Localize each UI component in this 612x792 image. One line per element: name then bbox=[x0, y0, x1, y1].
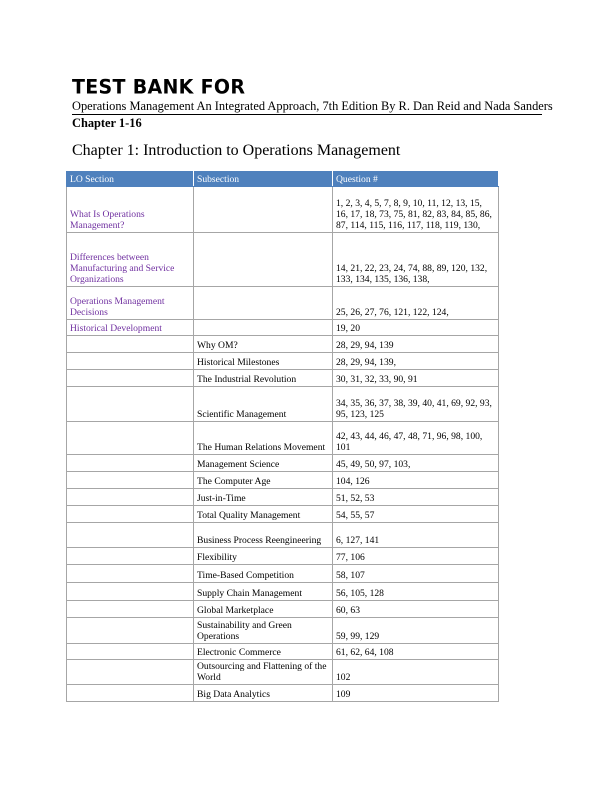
question-cell: 28, 29, 94, 139, bbox=[333, 353, 499, 370]
subsection-cell: Total Quality Management bbox=[194, 506, 333, 523]
subsection-cell: The Human Relations Movement bbox=[194, 422, 333, 455]
subsection-cell: Historical Milestones bbox=[194, 353, 333, 370]
subsection-cell: Electronic Commerce bbox=[194, 644, 333, 660]
subsection-cell: Outsourcing and Flattening of the World bbox=[194, 660, 333, 685]
question-cell: 54, 55, 57 bbox=[333, 506, 499, 523]
lo-section-cell bbox=[67, 489, 194, 506]
table-row bbox=[67, 660, 499, 685]
lo-section-cell bbox=[67, 472, 194, 489]
table-row bbox=[67, 287, 499, 320]
question-cell: 58, 107 bbox=[333, 565, 499, 583]
table-row bbox=[67, 233, 499, 287]
lo-section-cell bbox=[67, 455, 194, 472]
header-lo-section: LO Section bbox=[67, 172, 194, 187]
table-row bbox=[67, 320, 499, 336]
question-cell: 34, 35, 36, 37, 38, 39, 40, 41, 69, 92, 93, 95, 123, 125 bbox=[333, 387, 499, 422]
chapter-title: Chapter 1: Introduction to Operations Management bbox=[72, 142, 401, 159]
lo-section-cell bbox=[67, 601, 194, 618]
question-cell: 6, 127, 141 bbox=[333, 523, 499, 548]
question-cell: 56, 105, 128 bbox=[333, 583, 499, 601]
table-row bbox=[67, 523, 499, 548]
subsection-cell: Flexibility bbox=[194, 548, 333, 565]
lo-section-cell bbox=[67, 618, 194, 644]
subsection-cell: Management Science bbox=[194, 455, 333, 472]
subsection-cell: Just-in-Time bbox=[194, 489, 333, 506]
subsection-cell: The Computer Age bbox=[194, 472, 333, 489]
table-row bbox=[67, 489, 499, 506]
table-row bbox=[67, 387, 499, 422]
lo-section-cell bbox=[67, 644, 194, 660]
lo-section-cell bbox=[67, 336, 194, 353]
subsection-cell: Big Data Analytics bbox=[194, 685, 333, 702]
question-cell: 77, 106 bbox=[333, 548, 499, 565]
table-row bbox=[67, 353, 499, 370]
question-cell: 61, 62, 64, 108 bbox=[333, 644, 499, 660]
question-cell: 19, 20 bbox=[333, 320, 499, 336]
table-row bbox=[67, 685, 499, 702]
document-heading: TEST BANK FOR bbox=[72, 75, 246, 99]
subsection-cell: Business Process Reengineering bbox=[194, 523, 333, 548]
lo-section-cell bbox=[67, 523, 194, 548]
question-cell: 104, 126 bbox=[333, 472, 499, 489]
table-row bbox=[67, 644, 499, 660]
question-cell: 102 bbox=[333, 660, 499, 685]
lo-section-cell bbox=[67, 565, 194, 583]
subsection-cell bbox=[194, 320, 333, 336]
question-cell: 28, 29, 94, 139 bbox=[333, 336, 499, 353]
lo-section-cell: What Is Operations Management? bbox=[67, 187, 194, 233]
question-cell: 42, 43, 44, 46, 47, 48, 71, 96, 98, 100, 101 bbox=[333, 422, 499, 455]
lo-section-cell bbox=[67, 422, 194, 455]
subsection-cell: Why OM? bbox=[194, 336, 333, 353]
table-row bbox=[67, 455, 499, 472]
table-row bbox=[67, 187, 499, 233]
lo-section-cell bbox=[67, 660, 194, 685]
lo-section-cell: Operations Management Decisions bbox=[67, 287, 194, 320]
lo-section-cell bbox=[67, 548, 194, 565]
subsection-cell: Time-Based Competition bbox=[194, 565, 333, 583]
subsection-cell: Scientific Management bbox=[194, 387, 333, 422]
question-cell: 60, 63 bbox=[333, 601, 499, 618]
lo-section-cell bbox=[67, 370, 194, 387]
subsection-cell bbox=[194, 233, 333, 287]
table-row bbox=[67, 548, 499, 565]
lo-section-cell: Historical Development bbox=[67, 320, 194, 336]
table-row bbox=[67, 565, 499, 583]
question-cell: 30, 31, 32, 33, 90, 91 bbox=[333, 370, 499, 387]
lo-section-cell bbox=[67, 353, 194, 370]
book-title: Operations Management An Integrated Approach, 7th Edition By R. Dan Reid and Nada Sanders bbox=[72, 99, 553, 113]
table-row bbox=[67, 618, 499, 644]
lo-section-cell bbox=[67, 387, 194, 422]
lo-question-table bbox=[66, 171, 499, 702]
question-cell: 51, 52, 53 bbox=[333, 489, 499, 506]
question-cell: 14, 21, 22, 23, 24, 74, 88, 89, 120, 132, 133, 134, 135, 136, 138, bbox=[333, 233, 499, 287]
table-row bbox=[67, 370, 499, 387]
subsection-cell bbox=[194, 287, 333, 320]
question-cell: 59, 99, 129 bbox=[333, 618, 499, 644]
table-row bbox=[67, 601, 499, 618]
header-question-number: Question # bbox=[333, 172, 499, 187]
lo-section-cell: Differences between Manufacturing and Service Organizations bbox=[67, 233, 194, 287]
lo-section-cell bbox=[67, 506, 194, 523]
question-cell: 109 bbox=[333, 685, 499, 702]
question-cell: 1, 2, 3, 4, 5, 7, 8, 9, 10, 11, 12, 13, 15, 16, 17, 18, 73, 75, 81, 82, 83, 84, 85, 86, 87, 114, 115, 116, 117, 118, 119, 130, bbox=[333, 187, 499, 233]
subsection-cell: Global Marketplace bbox=[194, 601, 333, 618]
question-cell: 25, 26, 27, 76, 121, 122, 124, bbox=[333, 287, 499, 320]
header-subsection: Subsection bbox=[194, 172, 333, 187]
table-row bbox=[67, 583, 499, 601]
table-row bbox=[67, 506, 499, 523]
table-row bbox=[67, 472, 499, 489]
subsection-cell: Sustainability and Green Operations bbox=[194, 618, 333, 644]
question-cell: 45, 49, 50, 97, 103, bbox=[333, 455, 499, 472]
table-row bbox=[67, 422, 499, 455]
subsection-cell bbox=[194, 187, 333, 233]
subsection-cell: The Industrial Revolution bbox=[194, 370, 333, 387]
lo-section-cell bbox=[67, 685, 194, 702]
chapter-range: Chapter 1-16 bbox=[72, 116, 142, 130]
table-header-row bbox=[67, 172, 499, 187]
table-row bbox=[67, 336, 499, 353]
subsection-cell: Supply Chain Management bbox=[194, 583, 333, 601]
lo-section-cell bbox=[67, 583, 194, 601]
